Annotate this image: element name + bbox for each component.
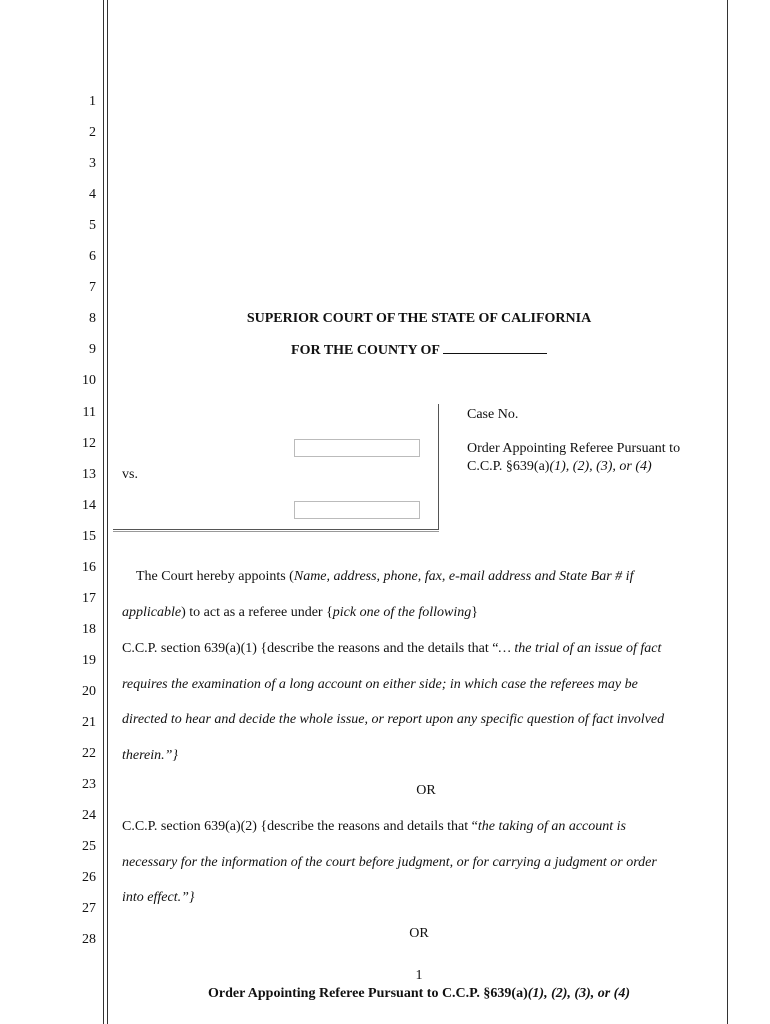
line-number: 19 xyxy=(82,652,96,668)
section-1-quote-start: … the trial of an issue of fact xyxy=(498,641,662,656)
brace-close: } xyxy=(471,605,478,620)
left-margin-rule-outer xyxy=(103,0,104,1024)
line-number: 18 xyxy=(82,621,96,637)
line-number: 23 xyxy=(82,777,96,793)
line-number: 26 xyxy=(82,870,96,886)
appointment-placeholder: Name, address, phone, fax, e-mail address and State Bar # if xyxy=(293,569,634,584)
defendant-field[interactable] xyxy=(294,501,420,519)
appointment-line-1 xyxy=(136,568,633,586)
line-number: 22 xyxy=(82,746,96,762)
line-number: 12 xyxy=(82,435,96,451)
line-number: 21 xyxy=(82,715,96,730)
line-number: 24 xyxy=(82,808,96,824)
section-2-intro: C.C.P. section 639(a)(2) {describe the reasons and details that “ xyxy=(122,819,478,834)
line-number: 20 xyxy=(82,684,96,699)
line-number: 15 xyxy=(82,528,96,544)
section-1-line-3: directed to hear and decide the whole issue, or report upon any specific question of fact involved xyxy=(122,712,665,727)
county-line xyxy=(113,341,725,360)
section-2-line-1 xyxy=(122,818,626,836)
line-number: 17 xyxy=(82,590,96,606)
appointment-text: The Court hereby appoints ( xyxy=(136,569,294,584)
line-number: 27 xyxy=(82,901,96,917)
line-number: 4 xyxy=(89,187,96,203)
case-number-label: Case No. xyxy=(467,407,519,422)
plaintiff-field[interactable] xyxy=(294,439,420,457)
right-margin-rule xyxy=(727,0,728,1024)
caption-title-line1: Order Appointing Referee Pursuant to xyxy=(467,441,681,456)
appointment-text-2: ) to act as a referee under { xyxy=(181,605,333,620)
line-number: 28 xyxy=(82,932,96,948)
caption-divider-vertical xyxy=(438,404,439,530)
section-1-line-4: therein.”} xyxy=(122,748,179,763)
caption-divider-shadow xyxy=(113,531,439,532)
line-number: 5 xyxy=(89,218,96,234)
line-number: 16 xyxy=(82,559,96,575)
county-prefix: FOR THE COUNTY OF xyxy=(291,343,440,358)
line-number: 14 xyxy=(82,497,96,513)
section-2-quote-start: the taking of an account is xyxy=(477,819,627,834)
county-blank xyxy=(443,341,547,354)
or-separator-2: OR xyxy=(409,926,429,941)
line-number: 2 xyxy=(89,125,96,140)
section-1-intro: C.C.P. section 639(a)(1) {describe the reasons and the details that “ xyxy=(122,641,499,656)
left-margin-rule-inner xyxy=(107,0,108,1024)
pick-one-instruction: pick one of the following xyxy=(332,605,472,620)
section-2-line-2: necessary for the information of the court before judgment, or for carrying a judgment or order xyxy=(122,855,657,870)
caption-title-options: (1), (2), (3), or (4) xyxy=(549,459,652,474)
section-1-line-1 xyxy=(122,640,661,658)
line-number: 25 xyxy=(82,839,96,855)
caption-title-statute: C.C.P. §639(a) xyxy=(467,459,550,474)
caption-divider-horizontal xyxy=(113,529,439,530)
section-1-line-2: requires the examination of a long account on either side; in which case the referees may be xyxy=(122,677,638,692)
court-name: SUPERIOR COURT OF THE STATE OF CALIFORNIA xyxy=(246,311,592,326)
line-number: 13 xyxy=(82,466,96,482)
line-number: 10 xyxy=(82,373,96,389)
appointment-line-2 xyxy=(122,604,478,622)
line-number: 3 xyxy=(89,156,96,172)
versus-label: vs. xyxy=(122,467,138,482)
or-separator-1: OR xyxy=(416,783,436,798)
footer-title-options: (1), (2), (3), or (4) xyxy=(527,986,631,1001)
section-2-line-3: into effect.”} xyxy=(122,890,195,905)
line-number: 1 xyxy=(89,94,96,109)
line-number: 11 xyxy=(82,404,96,420)
footer-title xyxy=(113,985,725,1003)
line-number: 7 xyxy=(89,280,96,296)
page-number: 1 xyxy=(415,968,423,983)
line-number: 6 xyxy=(89,249,96,265)
appointment-placeholder-end: applicable xyxy=(122,605,182,620)
line-number: 8 xyxy=(89,311,96,327)
line-number: 9 xyxy=(89,342,96,358)
caption-title-line2 xyxy=(467,458,652,476)
footer-title-statute: Order Appointing Referee Pursuant to C.C.P. §639(a) xyxy=(207,986,528,1001)
